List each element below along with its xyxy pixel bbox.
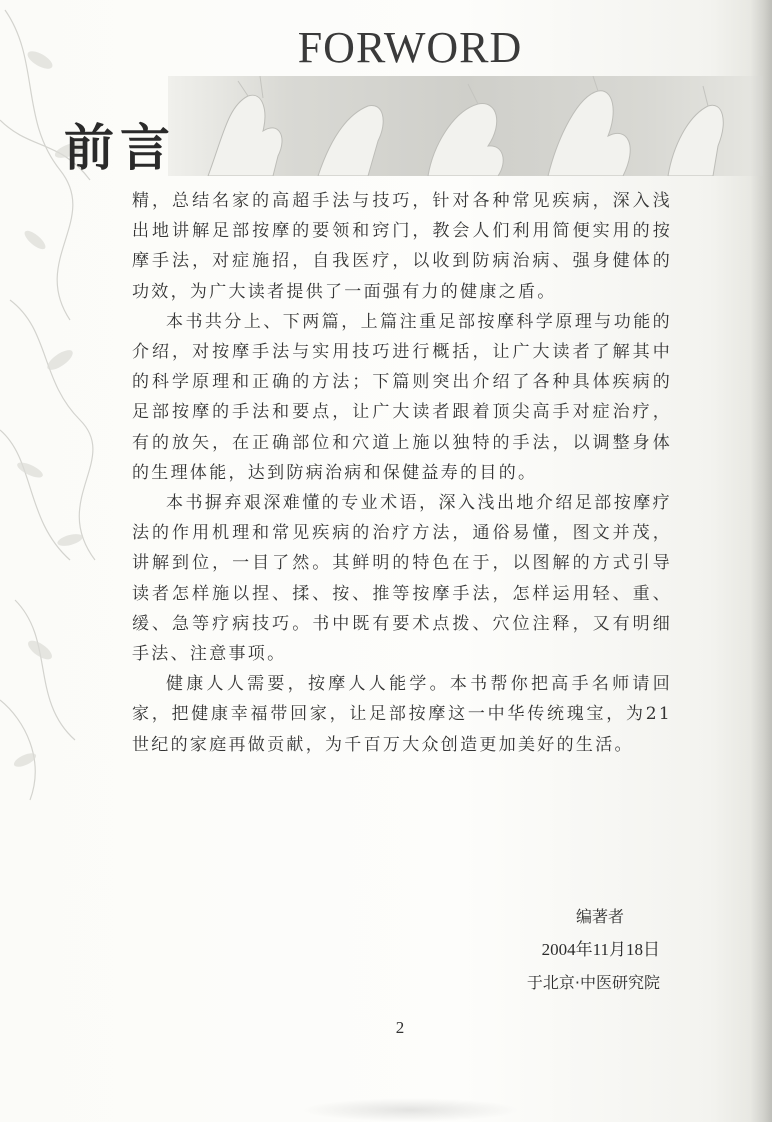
signature-author: 编著者 bbox=[575, 907, 624, 926]
signature-block bbox=[440, 900, 660, 999]
page-binding-shadow bbox=[750, 0, 772, 1122]
paragraph: 本书摒弃艰深难懂的专业术语，深入浅出地介绍足部按摩疗法的作用机理和常见疾病的治疗方法，通俗易懂，图文并茂，讲解到位，一目了然。其鲜明的特色在于，以图解的方式引导读者怎样施以捏、揉、按、推等按摩手法，怎样运用轻、重、缓、急等疗病技巧。书中既有要术点拨、穴位注释，又有明细手法、注意事项。 bbox=[132, 493, 672, 665]
preface-body bbox=[132, 186, 672, 760]
page-number: 2 bbox=[395, 1018, 405, 1037]
scan-smudge bbox=[300, 1098, 520, 1122]
chinese-title: 前言 bbox=[64, 119, 176, 177]
signature-place: 于北京·中医研究院 bbox=[526, 973, 660, 992]
paragraph: 本书共分上、下两篇，上篇注重足部按摩科学原理与功能的介绍，对按摩手法与实用技巧进行概括，让广大读者了解其中的科学原理和正确的方法；下篇则突出介绍了各种具体疾病的足部按摩的手法和要点，让广大读者跟着顶尖高手对症治疗，有的放矢，在正确部位和穴道上施以独特的手法，以调整身体的生理体能，达到防病治病和保健益寿的目的。 bbox=[132, 311, 672, 483]
signature-date: 2004年11月18日 bbox=[541, 940, 660, 959]
paragraph: 精，总结名家的高超手法与技巧，针对各种常见疾病，深入浅出地讲解足部按摩的要领和窍门，教会人们利用简便实用的按摩手法，对症施招，自我医疗，以收到防病治病、强身健体的功效，为广大读者提供了一面强有力的健康之盾。 bbox=[132, 191, 672, 302]
header-banner-image bbox=[168, 76, 763, 176]
english-title: FORWORD bbox=[297, 23, 523, 72]
paragraph: 健康人人需要，按摩人人能学。本书帮你把高手名师请回家，把健康幸福带回家，让足部按摩这一中华传统瑰宝，为21世纪的家庭再做贡献，为千百万大众创造更加美好的生活。 bbox=[132, 674, 672, 755]
